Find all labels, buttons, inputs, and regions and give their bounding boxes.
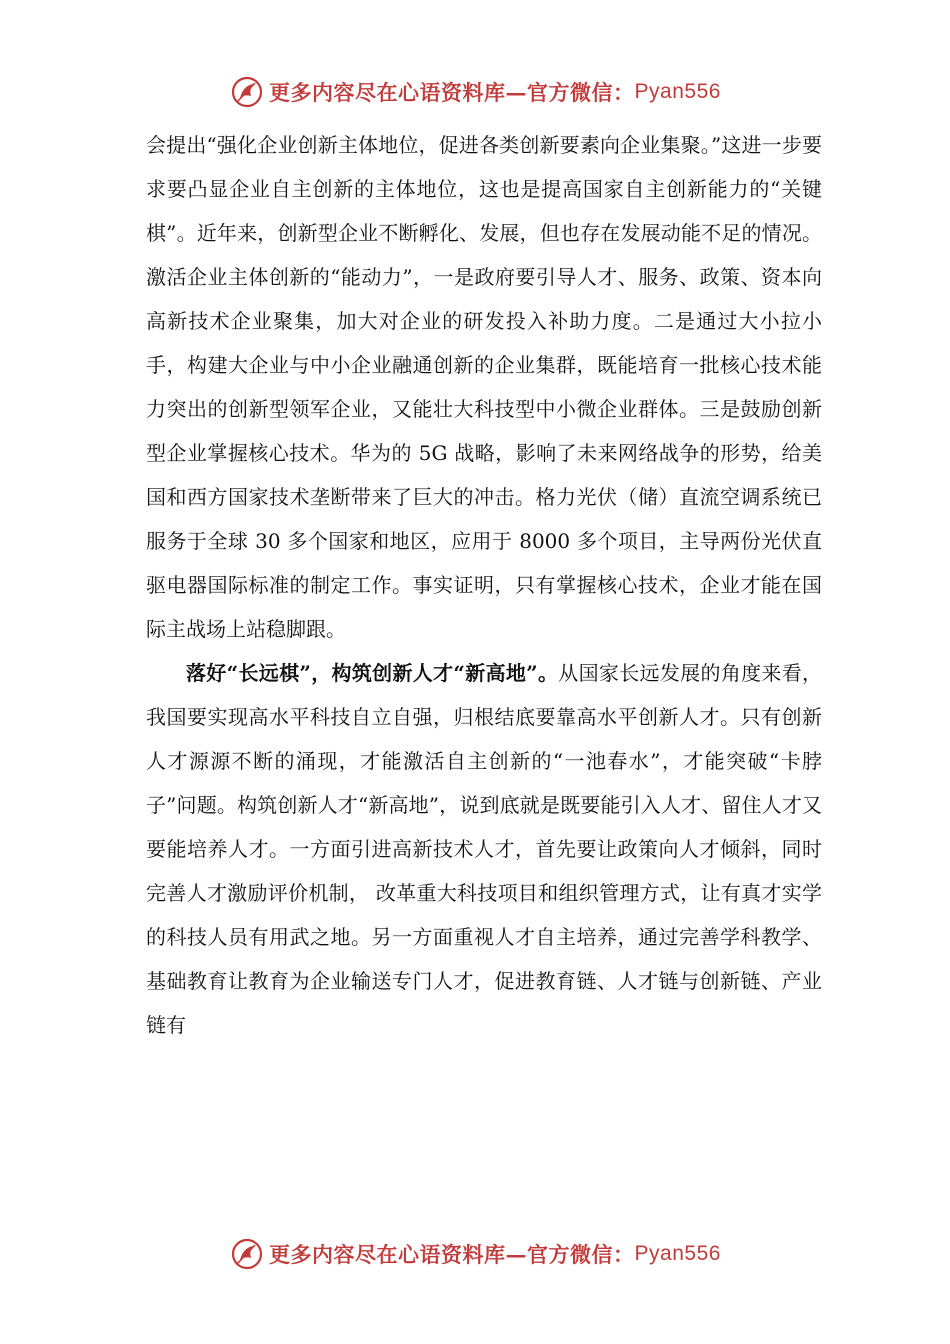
- footer-watermark: [0, 1236, 950, 1272]
- brand-logo-icon: [229, 74, 265, 110]
- brand-logo-icon: [229, 1236, 265, 1272]
- header-watermark: [0, 74, 950, 110]
- watermark-text: 更多内容尽在心语资料库—官方微信：: [269, 80, 635, 105]
- paragraph-1: 会提出“强化企业创新主体地位，促进各类创新要素向企业集聚。”这进一步要求要凸显企业自主创新的主体地位，这也是提高国家自主创新能力的“关键棋”。近年来，创新型企业不断孵化、发展，但也存在发展动能不足的情况。激活企业主体创新的“能动力”，一是政府要引导人才、服务、政策、资本向高新技术企业聚集，加大对企业的研发投入补助力度。二是通过大小拉小手，构建大企业与中小企业融通创新的企业集群，既能培育一批核心技术能力突出的创新型领军企业，又能壮大科技型中小微企业群体。三是鼓励创新型企业掌握核心技术。华为的 5G 战略，影响了未来网络战争的形势，给美国和西方国家技术垄断带来了巨大的冲击。格力光伏（储）直流空调系统已服务于全球 30 多个国家和地区，应用于 8000 多个项目，主导两份光伏直驱电器国际标准的制定工作。事实证明，只有掌握核心技术，企业才能在国际主战场上站稳脚跟。: [146, 133, 822, 641]
- paragraph-2: [146, 651, 822, 1047]
- document-body: [146, 123, 822, 1047]
- watermark-handle: Pyan556: [634, 80, 721, 103]
- watermark-handle: Pyan556: [634, 1242, 721, 1265]
- paragraph-2-text: 从国家长远发展的角度来看，我国要实现高水平科技自立自强，归根结底要靠高水平创新人才。只有创新人才源源不断的涌现，才能激活自主创新的“一池春水”，才能突破“卡脖子”问题。构筑创新人才“新高地”，说到底就是既要能引入人才、留住人才又要能培养人才。一方面引进高新技术人才，首先要让政策向人才倾斜，同时完善人才激励评价机制， 改革重大科技项目和组织管理方式，让有真才实学的科技人员有用武之地。另一方面重视人才自主培养，通过完善学科教学、基础教育让教育为企业输送专门人才，促进教育链、人才链与创新链、产业链有: [146, 661, 823, 1037]
- paragraph-2-heading: 落好“长远棋”，构筑创新人才“新高地”。: [186, 661, 559, 685]
- watermark-text: 更多内容尽在心语资料库—官方微信：: [269, 1242, 635, 1267]
